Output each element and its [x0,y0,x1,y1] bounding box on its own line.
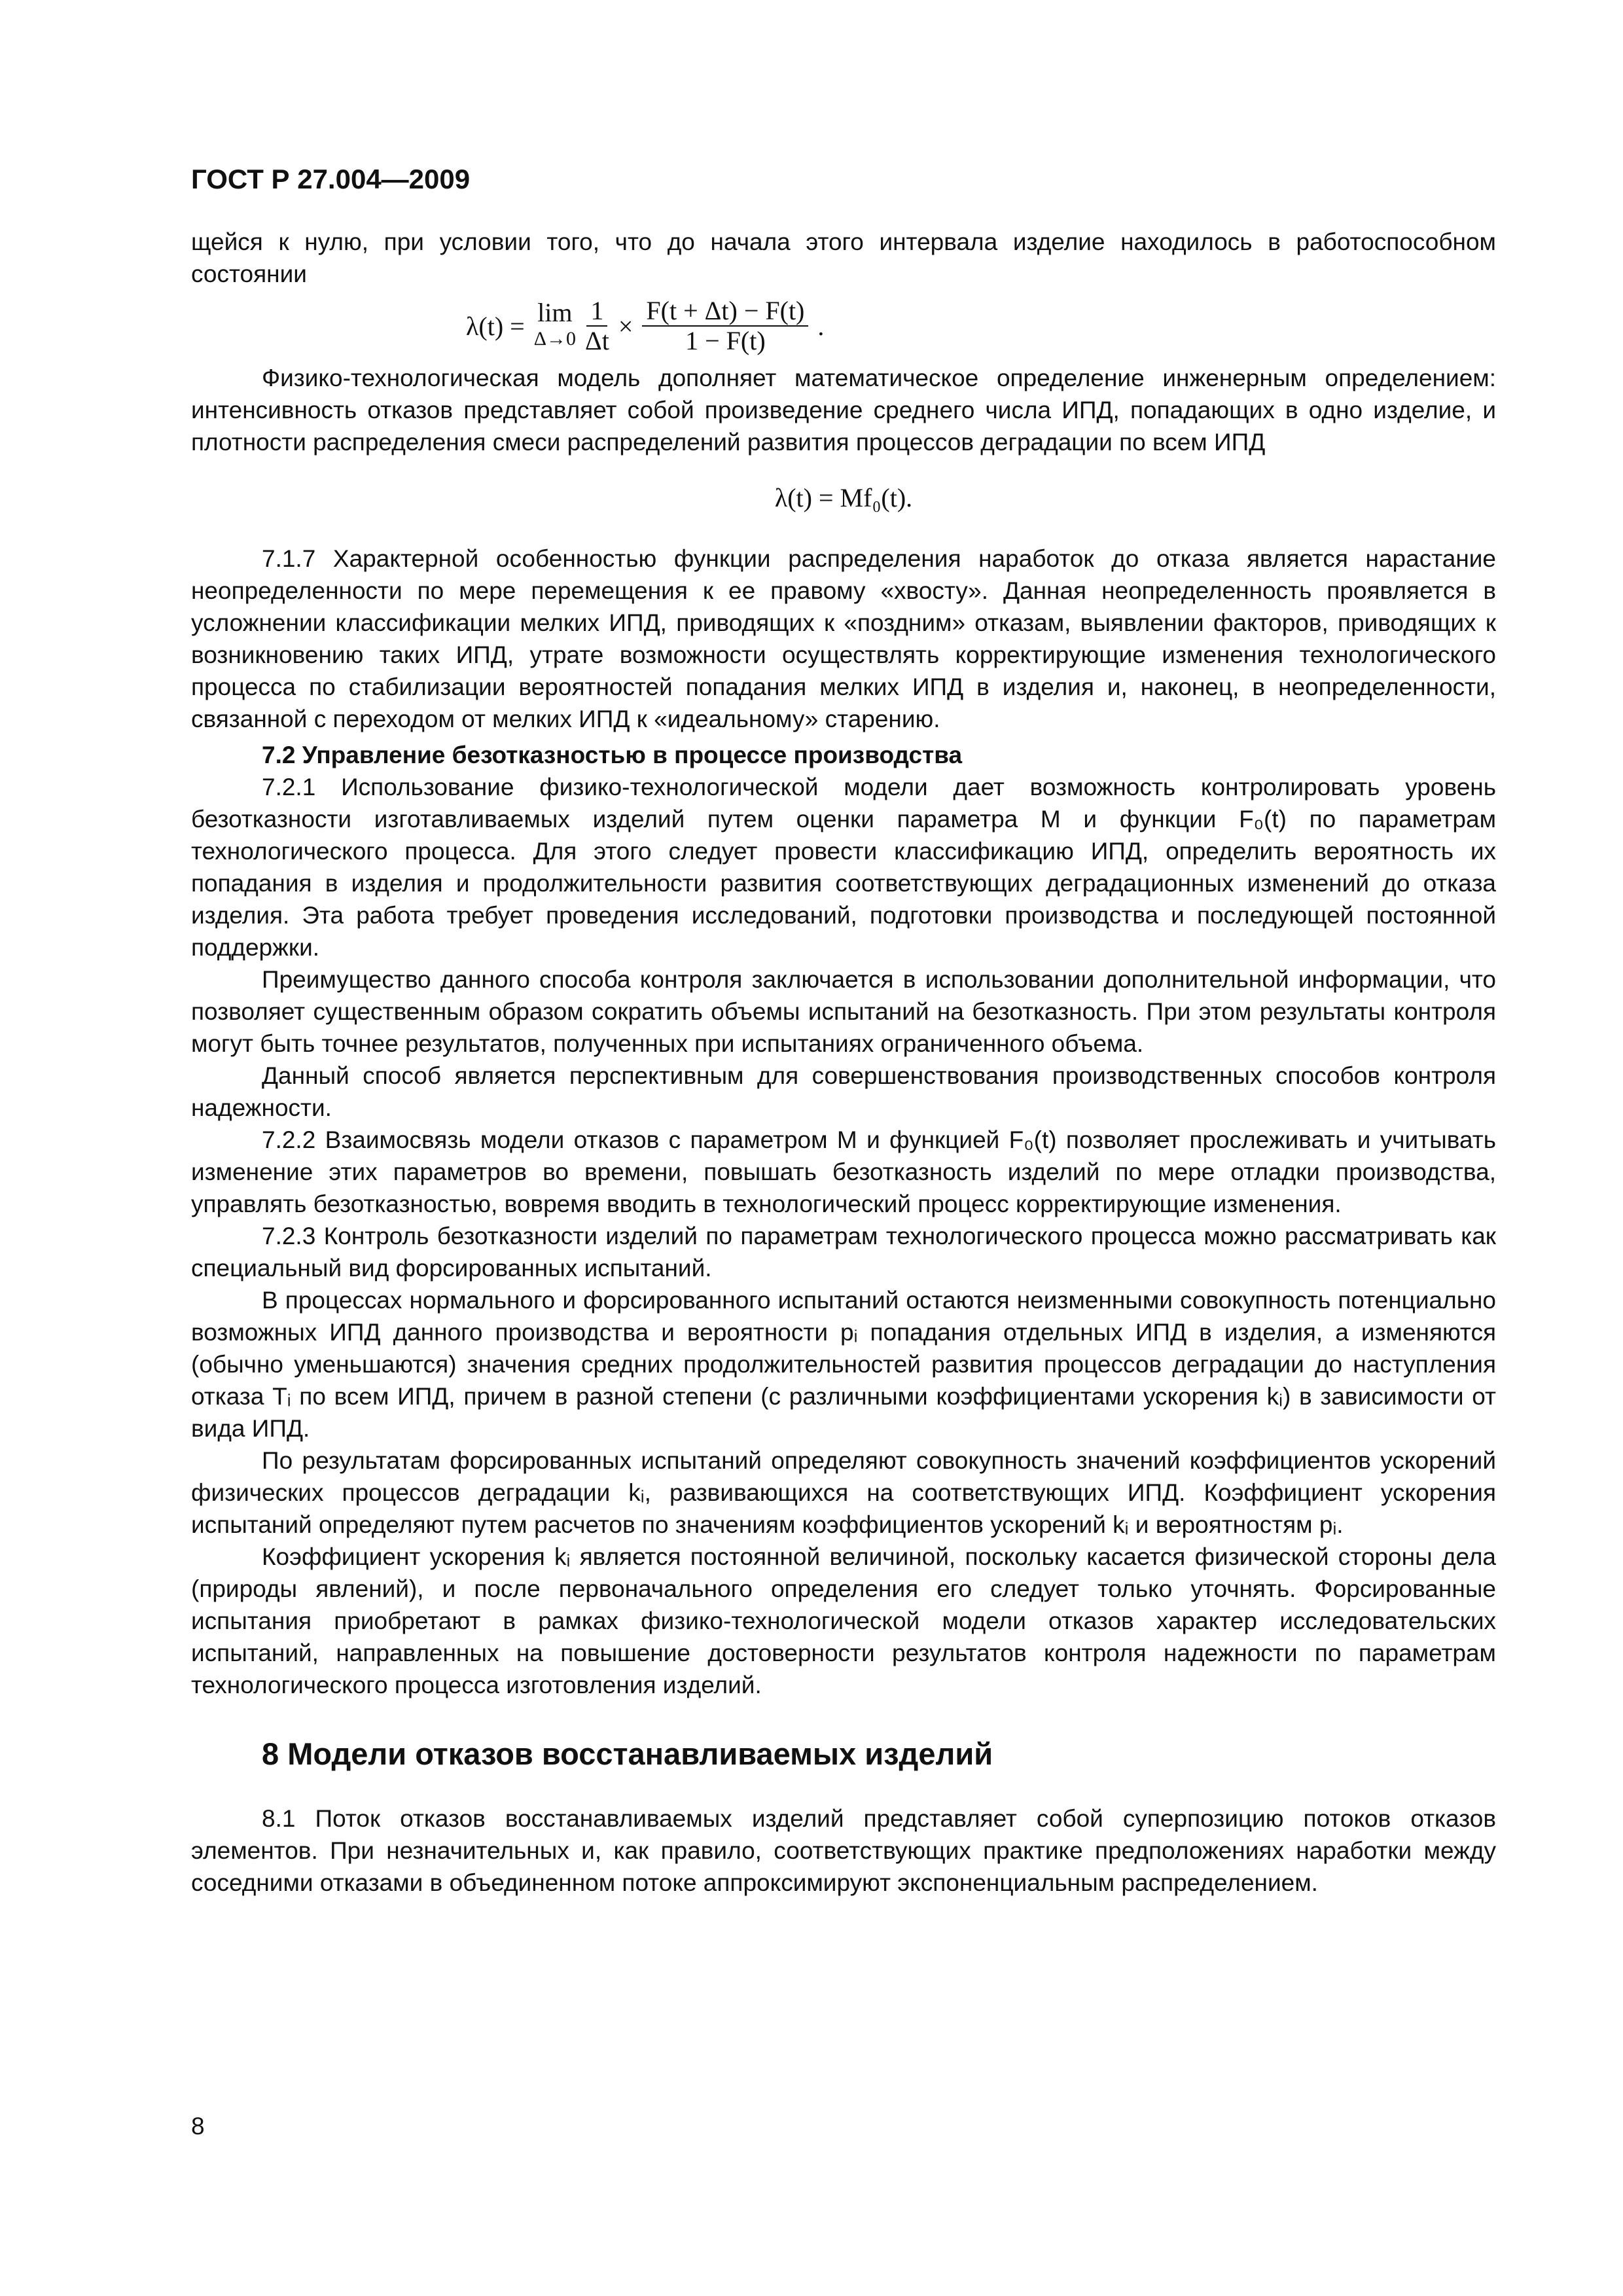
formula-failure-rate [466,296,1496,355]
page-number: 8 [191,2113,205,2140]
limit-subscript: Δ→0 [533,328,577,350]
paragraph: 7.1.7 Характерной особенностью функции распределения наработок до отказа является нарастание неопределенности по мере перемещения к ее правому «хвосту». Данная неопределенность проявляется в усложнении классификации мелких ИПД, приводящих к «поздним» отказам, выявлении факторов, приводящих к возникновению таких ИПД, утрате возможности осуществлять корректирующие изменения технологического процесса по стабилизации вероятностей попадания мелких ИПД в изделия и, наконец, в неопределенности, связанной с переходом от мелких ИПД к «идеальному» старению. [191,545,1496,732]
document-body [191,226,1496,1899]
paragraph: Физико-технологическая модель дополняет математическое определение инженерным определением: интенсивность отказов представляет собой произведение среднего числа ИПД, попадающих в одно изделие, и плотности распределения смеси распределений развития процессов деградации по всем ИПД [191,365,1496,456]
formula-lhs: λ(t) = [466,311,525,341]
paragraph: 7.2.3 Контроль безотказности изделий по параметрам технологического процесса можно рассматривать как специальный вид форсированных испытаний. [191,1223,1496,1282]
paragraph: 7.2.2 Взаимосвязь модели отказов с параметром M и функцией F₀(t) позволяет прослеживать и учитывать изменение этих параметров во времени, повышать безотказность изделий по мере отладки производства, управлять безотказностью, вовремя вводить в технологический процесс корректирующие изменения. [191,1126,1496,1217]
document-header: ГОСТ Р 27.004—2009 [191,164,471,194]
paragraph: Коэффициент ускорения kᵢ является постоянной величиной, поскольку касается физической стороны дела (природы явлений), и после первоначального определения его следует только уточнять. Форсированные испытания приобретают в рамках физико-технологической модели отказов характер исследовательских испытаний, направленных на повышение достоверности результатов контроля надежности по параметрам технологического процесса изготовления изделий. [191,1543,1496,1698]
paragraph: По результатам форсированных испытаний определяют совокупность значений коэффициентов ускорений физических процессов деградации kᵢ, развивающихся на соответствующих ИПД. Коэффициент ускорения испытаний определяют путем расчетов по значениям коэффициентов ускорений kᵢ и вероятностям pᵢ. [191,1447,1496,1538]
paragraph: Данный способ является перспективным для совершенствования производственных способов контроля надежности. [191,1062,1496,1121]
fraction-2-numerator: F(t + Δt) − F(t) [642,296,808,327]
paragraph: В процессах нормального и форсированного испытаний остаются неизменными совокупность потенциально возможных ИПД данного производства и вероятности pᵢ попадания отдельных ИПД в изделия, а изменяются (обычно уменьшаются) значения средних продолжительностей развития процессов деградации до наступления отказа Tᵢ по всем ИПД, причем в разной степени (с различными коэффициентами ускорения kᵢ) в зависимости от вида ИПД. [191,1287,1496,1442]
fraction-2 [642,296,808,355]
paragraph: щейся к нулю, при условии того, что до начала этого интервала изделие находилось в работоспособном состоянии [191,228,1496,287]
paragraph: 7.2.1 Использование физико-технологической модели дает возможность контролировать уровень безотказности изготавливаемых изделий путем оценки параметра M и функции F₀(t) по параметрам технологического процесса. Для этого следует провести классификацию ИПД, определить вероятность их попадания в изделия и продолжительности развития соответствующих деградационных изменений до отказа изделия. Эта работа требует проведения исследований, подготовки производства и последующей постоянной поддержки. [191,774,1496,961]
formula-end: . [817,311,825,341]
section-heading-8: 8 Модели отказов восстанавливаемых изделий [262,1736,993,1771]
formula-limit [534,300,576,352]
fraction-2-denominator: 1 − F(t) [685,326,766,355]
section-heading-7-2: 7.2 Управление безотказностью в процессе производства [262,742,963,768]
paragraph: Преимущество данного способа контроля заключается в использовании дополнительной информации, что позволяет существенным образом сократить объемы испытаний на безотказность. При этом результаты контроля могут быть точнее результатов, полученных при испытаниях ограниченного объема. [191,966,1496,1057]
fraction-1 [585,296,609,355]
fraction-1-denominator: Δt [585,326,609,355]
times-sign: × [618,311,633,341]
formula-physical-model: λ(t) = Mf₀(t). [774,483,913,512]
limit-label: lim [537,298,573,327]
fraction-1-numerator: 1 [586,296,607,327]
paragraph: 8.1 Поток отказов восстанавливаемых изделий представляет собой суперпозицию потоков отказов элементов. При незначительных и, как правило, соответствующих практике предположениях наработки между соседними отказами в объединенном потоке аппроксимируют экспоненциальным распределением. [191,1805,1496,1896]
